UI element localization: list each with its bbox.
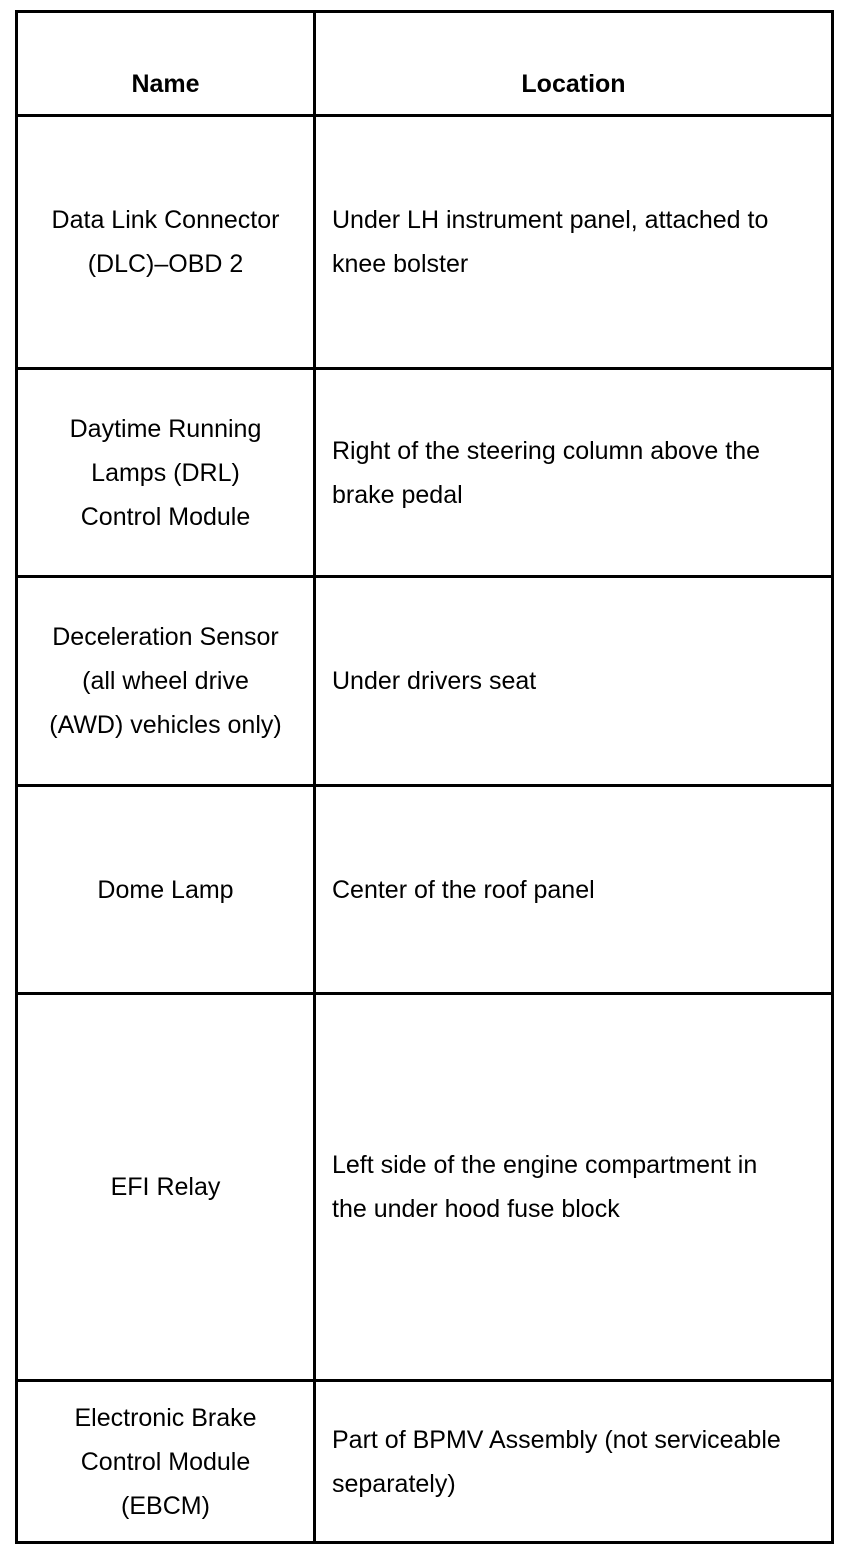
name-cell [17, 786, 315, 994]
table-row [17, 577, 833, 786]
table-row [17, 994, 833, 1381]
component-location: Center of the roof panel [332, 875, 595, 904]
component-location: Left side of the engine compartment in the under hood fuse block [332, 1151, 758, 1223]
column-header-location: Location [315, 12, 833, 116]
component-name: Daytime Running Lamps (DRL) Control Module [69, 414, 262, 531]
location-cell [315, 369, 833, 577]
location-cell [315, 116, 833, 369]
table-row [17, 116, 833, 369]
table-row [17, 786, 833, 994]
component-location: Under LH instrument panel, attached to knee bolster [332, 206, 769, 278]
name-cell [17, 577, 315, 786]
component-location: Right of the steering column above the brake pedal [332, 436, 761, 509]
location-cell [315, 786, 833, 994]
name-cell [17, 369, 315, 577]
component-location-table [15, 10, 834, 1544]
component-name: EFI Relay [110, 1173, 221, 1201]
location-cell [315, 994, 833, 1381]
component-name: Electronic Brake Control Module (EBCM) [74, 1403, 257, 1520]
location-cell [315, 577, 833, 786]
name-cell [17, 116, 315, 369]
component-name: Dome Lamp [97, 875, 234, 904]
name-cell [17, 1381, 315, 1543]
table-header-row [17, 12, 833, 116]
name-cell [17, 994, 315, 1381]
table-row [17, 369, 833, 577]
column-header-name: Name [17, 12, 315, 116]
component-location: Under drivers seat [332, 667, 537, 695]
component-name: Data Link Connector (DLC)–OBD 2 [51, 206, 280, 278]
component-name: Deceleration Sensor (all wheel drive (AWD) vehicles only) [49, 623, 282, 739]
component-location: Part of BPMV Assembly (not serviceable separately) [332, 1425, 781, 1498]
location-cell [315, 1381, 833, 1543]
table-row [17, 1381, 833, 1543]
